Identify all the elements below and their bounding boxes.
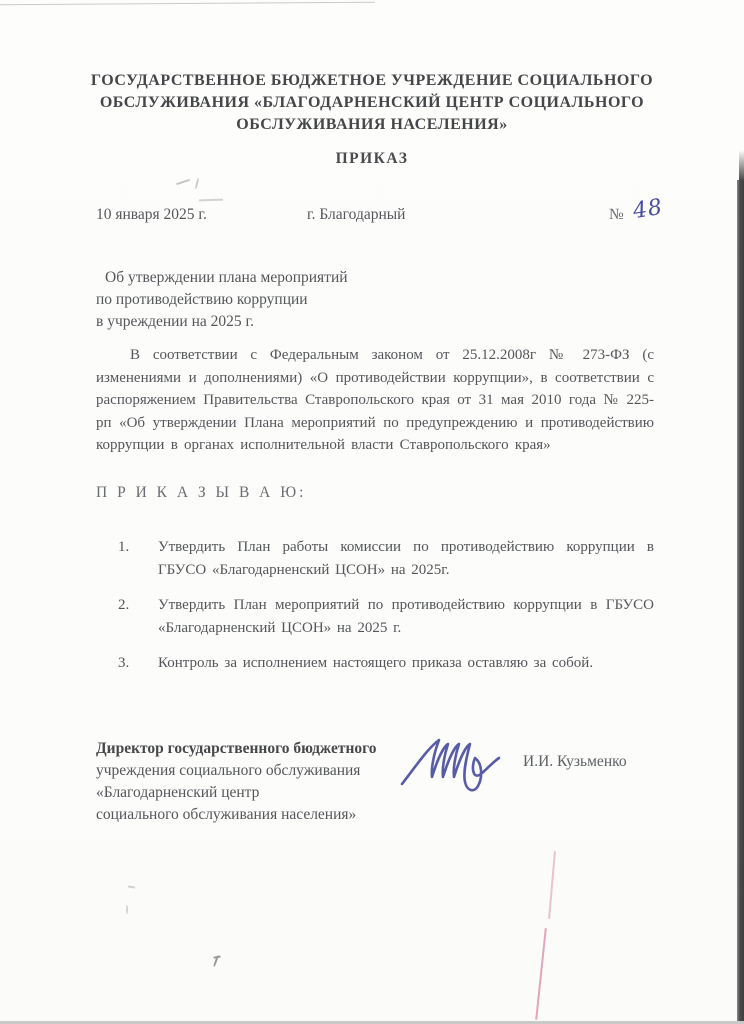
document-subject xyxy=(96,267,456,333)
subject-line: Об утверждении плана мероприятий xyxy=(105,269,348,286)
scan-top-line-artifact xyxy=(0,2,375,6)
organization-name-line: ОБСЛУЖИВАНИЯ НАСЕЛЕНИЯ» xyxy=(236,116,508,133)
date-row xyxy=(0,194,744,230)
subject-line: в учреждении на 2025 г. xyxy=(96,313,255,330)
order-item-number: 3. xyxy=(118,655,130,672)
signature-title-line: учреждения социального обслуживания xyxy=(96,762,361,779)
document-number-label: № xyxy=(609,206,624,223)
document-type-title: ПРИКАЗ xyxy=(335,150,409,167)
order-item-text: Утвердить План работы комиссии по противодействию коррупции в ГБУСО «Благодарненский ЦСОН» на 2025г. xyxy=(158,539,654,578)
order-item xyxy=(96,594,654,639)
pencil-smudge xyxy=(199,199,223,201)
pencil-smudge xyxy=(176,179,190,185)
order-item xyxy=(96,536,654,581)
signature-title-block xyxy=(96,738,436,826)
handwritten-signature xyxy=(398,726,530,802)
order-items-list xyxy=(96,536,654,688)
preamble-paragraph: В соответствии с Федеральным законом от 25.12.2008г № 273-ФЗ (с изменениями и дополнениями) «О противодействии коррупции», в соответствии с распоряжением Правительства Ставропольского края от 31 мая 2010 года № 225-рп «Об утверждении Плана мероприятий по предупреждению и противодействию коррупции в органах исполнительной власти Ставропольского края» xyxy=(96,347,654,454)
order-word: П Р И К А З Ы В А Ю: xyxy=(96,484,307,501)
faint-pencil-mark xyxy=(126,905,128,914)
signer-name: И.И. Кузьменко xyxy=(523,753,627,770)
organization-name xyxy=(40,70,704,136)
signature-title-line: Директор государственного бюджетного xyxy=(96,740,377,757)
document-number-handwritten: 48 xyxy=(631,194,665,225)
organization-name-line: ГОСУДАРСТВЕННОЕ БЮДЖЕТНОЕ УЧРЕЖДЕНИЕ СОЦИАЛЬНОГО xyxy=(90,72,654,89)
scan-right-edge-shadow xyxy=(737,180,744,1024)
organization-name-line: ОБСЛУЖИВАНИЯ «БЛАГОДАРНЕНСКИЙ ЦЕНТР СОЦИАЛЬНОГО xyxy=(99,94,645,111)
order-item xyxy=(96,652,654,675)
faint-pencil-mark xyxy=(128,886,135,888)
order-item-number: 2. xyxy=(118,597,130,614)
document-date: 10 января 2025 г. xyxy=(96,206,207,223)
ink-speck xyxy=(213,955,219,967)
order-item-number: 1. xyxy=(118,539,130,555)
pencil-smudge xyxy=(195,178,200,189)
scan-pink-scratch-upper xyxy=(548,851,556,919)
order-item-text: Утвердить План мероприятий по противодействию коррупции в ГБУСО «Благодарненский ЦСОН» на 2025 г. xyxy=(158,597,654,636)
signature-title-line: «Благодарненский центр xyxy=(96,784,260,801)
scan-pink-scratch-lower xyxy=(535,928,547,1020)
subject-line: по противодействию коррупции xyxy=(96,291,308,308)
order-item-text: Контроль за исполнением настоящего приказа оставляю за собой. xyxy=(158,655,594,672)
signature-title-line: социального обслуживания населения» xyxy=(96,806,357,823)
document-place: г. Благодарный xyxy=(307,206,406,223)
